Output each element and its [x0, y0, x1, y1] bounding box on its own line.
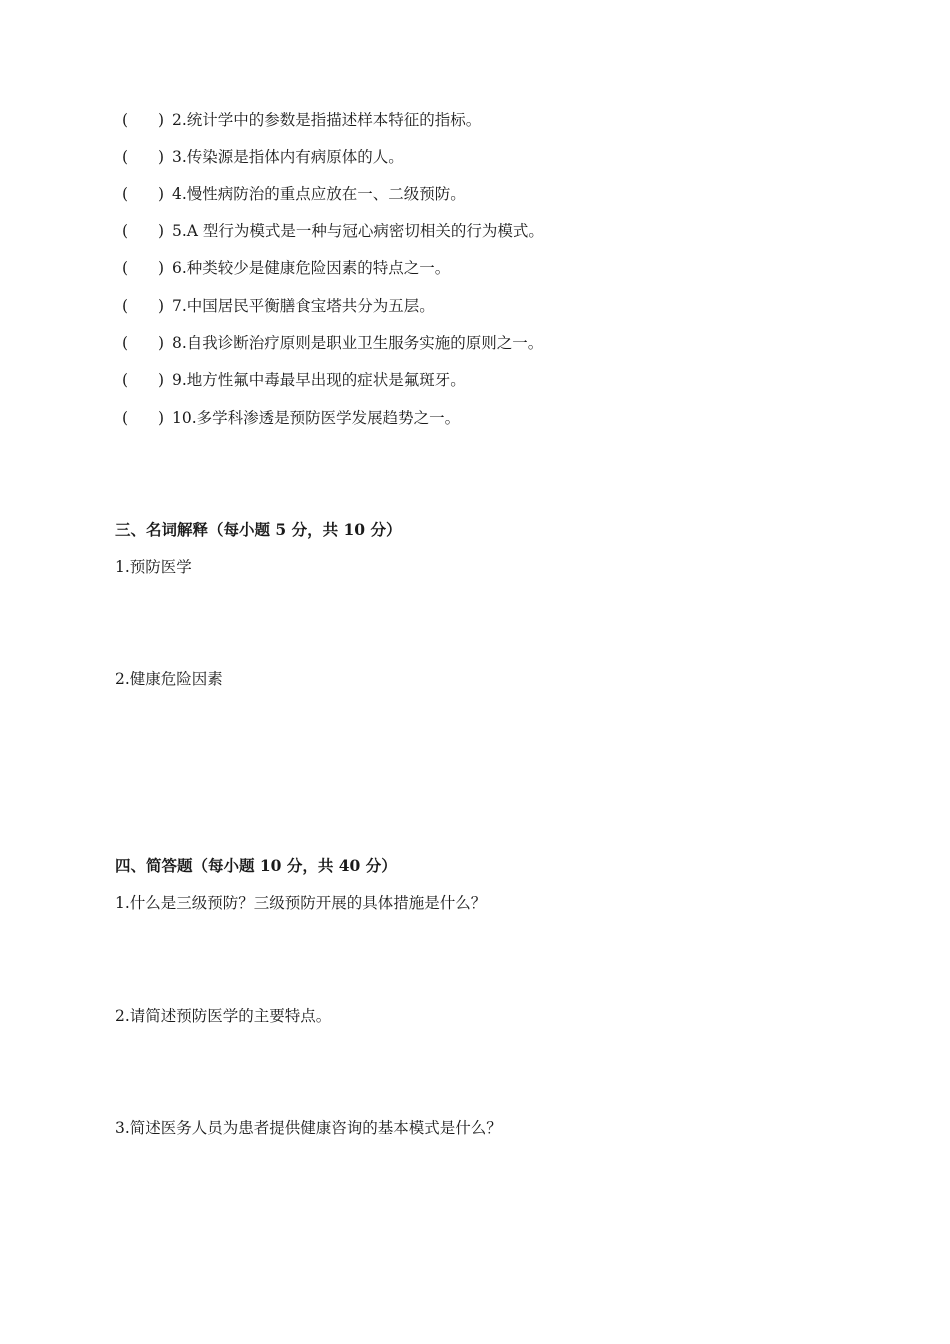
answer-blank-close: ) [158, 111, 165, 129]
short-answer-question: 2.请简述预防医学的主要特点。 [115, 1007, 332, 1025]
answer-blank-close: ) [158, 334, 165, 352]
answer-blank-open: ( [122, 409, 129, 427]
tf-item-text: 7.中国居民平衡膳食宝塔共分为五层。 [172, 297, 435, 315]
tf-item [122, 296, 435, 316]
tf-item-text: 6.种类较少是健康危险因素的特点之一。 [172, 259, 451, 277]
answer-blank-close: ) [158, 222, 165, 240]
answer-blank-open: ( [122, 111, 129, 129]
tf-item-text: 4.慢性病防治的重点应放在一、二级预防。 [172, 185, 466, 203]
tf-item-text: 2.统计学中的参数是指描述样本特征的指标。 [172, 111, 482, 129]
section-heading-definitions: 三、名词解释（每小题 5 分，共 10 分） [115, 520, 402, 539]
answer-blank-open: ( [122, 222, 129, 240]
answer-blank-open: ( [122, 148, 129, 166]
tf-item-text: 10.多学科渗透是预防医学发展趋势之一。 [172, 409, 461, 427]
answer-blank-open: ( [122, 185, 129, 203]
section-heading-short-answer: 四、简答题（每小题 10 分，共 40 分） [115, 856, 397, 875]
tf-item [122, 370, 466, 390]
answer-blank-close: ) [158, 259, 165, 277]
tf-item [122, 184, 466, 204]
short-answer-question: 3.简述医务人员为患者提供健康咨询的基本模式是什么？ [115, 1119, 502, 1137]
tf-item-text: 8.自我诊断治疗原则是职业卫生服务实施的原则之一。 [172, 334, 544, 352]
tf-item [122, 408, 460, 428]
answer-blank-close: ) [158, 185, 165, 203]
answer-blank-close: ) [158, 371, 165, 389]
answer-blank-open: ( [122, 371, 129, 389]
definition-question: 2.健康危险因素 [115, 670, 223, 688]
answer-blank-open: ( [122, 297, 129, 315]
answer-blank-close: ) [158, 409, 165, 427]
answer-blank-open: ( [122, 259, 129, 277]
tf-item [122, 258, 450, 278]
answer-blank-close: ) [158, 148, 165, 166]
tf-item [122, 110, 481, 130]
tf-item [122, 221, 544, 241]
tf-item [122, 147, 404, 167]
tf-item [122, 333, 543, 353]
tf-item-text: 5.A 型行为模式是一种与冠心病密切相关的行为模式。 [172, 222, 544, 240]
definition-question: 1.预防医学 [115, 558, 192, 576]
answer-blank-close: ) [158, 297, 165, 315]
short-answer-question: 1.什么是三级预防？三级预防开展的具体措施是什么？ [115, 894, 487, 912]
tf-item-text: 3.传染源是指体内有病原体的人。 [172, 148, 404, 166]
tf-item-text: 9.地方性氟中毒最早出现的症状是氟斑牙。 [172, 371, 466, 389]
answer-blank-open: ( [122, 334, 129, 352]
